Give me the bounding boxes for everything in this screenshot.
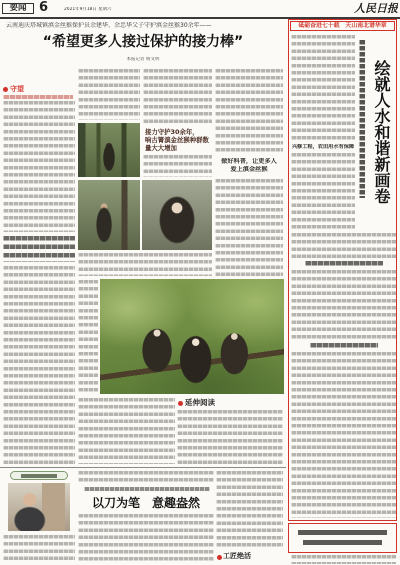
section-marker-icon [217,555,222,560]
photo-guardian-in-forest [78,123,140,177]
pull-quote-line: 接力守护30余年， [145,128,199,136]
bottom-column-heading: 工匠绝活 [223,552,251,560]
pull-quote-line: 爱上滇金丝猴 [230,166,268,173]
news-brief-title-line [298,530,387,535]
photo-monkeys-on-branch [100,279,284,394]
section-heading-one: 守望 [10,85,24,93]
body-text-block [291,233,396,258]
body-text-block [291,153,355,230]
masthead-logo: 人民日报 [354,2,398,15]
pull-quote-two [215,158,283,176]
right-subhead-two [305,261,383,266]
body-text-block [3,101,75,232]
body-text-block [78,398,175,464]
body-text-block [3,535,75,564]
section-marker-icon [178,401,183,406]
body-text-block [78,253,212,276]
section-marker-icon [3,87,8,92]
main-article-kicker: 云南迪庆塔城镇滇金丝猴保护员余建华、余忠华父子守护滇金丝猴30余年—— [6,22,212,29]
body-text-block [3,266,75,464]
body-text-block [216,471,283,550]
pull-quote-one [145,128,212,153]
issue-date: 2021年9月18日 星期六 [64,7,112,12]
column-label-text [21,474,57,478]
news-brief-title-line [303,540,382,545]
pull-quote-line: 量大大增加 [145,144,177,152]
body-text-block [143,69,212,124]
photo-snub-nosed-monkey [142,180,212,250]
bold-lead-text [3,236,75,262]
body-text-block [177,410,283,464]
column-label-box [10,471,68,480]
page-number: 6 [39,0,49,15]
photo-guardian-with-camera [78,180,140,250]
photo-carver [8,483,70,531]
body-text-block [215,179,283,276]
further-reading-heading: 延伸阅读 [185,398,215,407]
body-text-block [78,280,98,394]
right-article-headline: 绘就人水和谐新画卷 [372,60,391,204]
series-banner: 砥砺奋进七十载 天山南北谱华章 [290,21,395,31]
pull-quote-line: 做好科普，让更多人 [221,158,277,165]
right-subhead-three [310,343,378,348]
main-article-byline: 本报记者 杨文明 [126,57,160,62]
body-text-block [143,155,212,177]
body-text-block [291,352,396,518]
body-text-block [291,35,355,142]
body-text-block [291,270,396,340]
right-subhead-one: 兴修工程，农田用水有保障 [291,144,355,150]
bottom-article-kicker [84,487,210,491]
section-divider [0,467,286,468]
news-brief-box [288,523,397,553]
body-text-block [78,514,214,564]
section-subtitle-text [3,95,73,99]
main-article-headline: “希望更多人接过保护的接力棒” [42,34,244,50]
right-article-kicker [359,40,365,198]
body-text-block [78,471,214,485]
body-text-block [78,69,140,120]
body-text-block [215,69,283,155]
section-tag: 要闻 [2,3,34,14]
bottom-article-headline: 以刀为笔 意趣盎然 [91,496,200,510]
pull-quote-line: 响古箐滇金丝猴种群数 [145,136,209,144]
body-text-block [291,555,396,564]
